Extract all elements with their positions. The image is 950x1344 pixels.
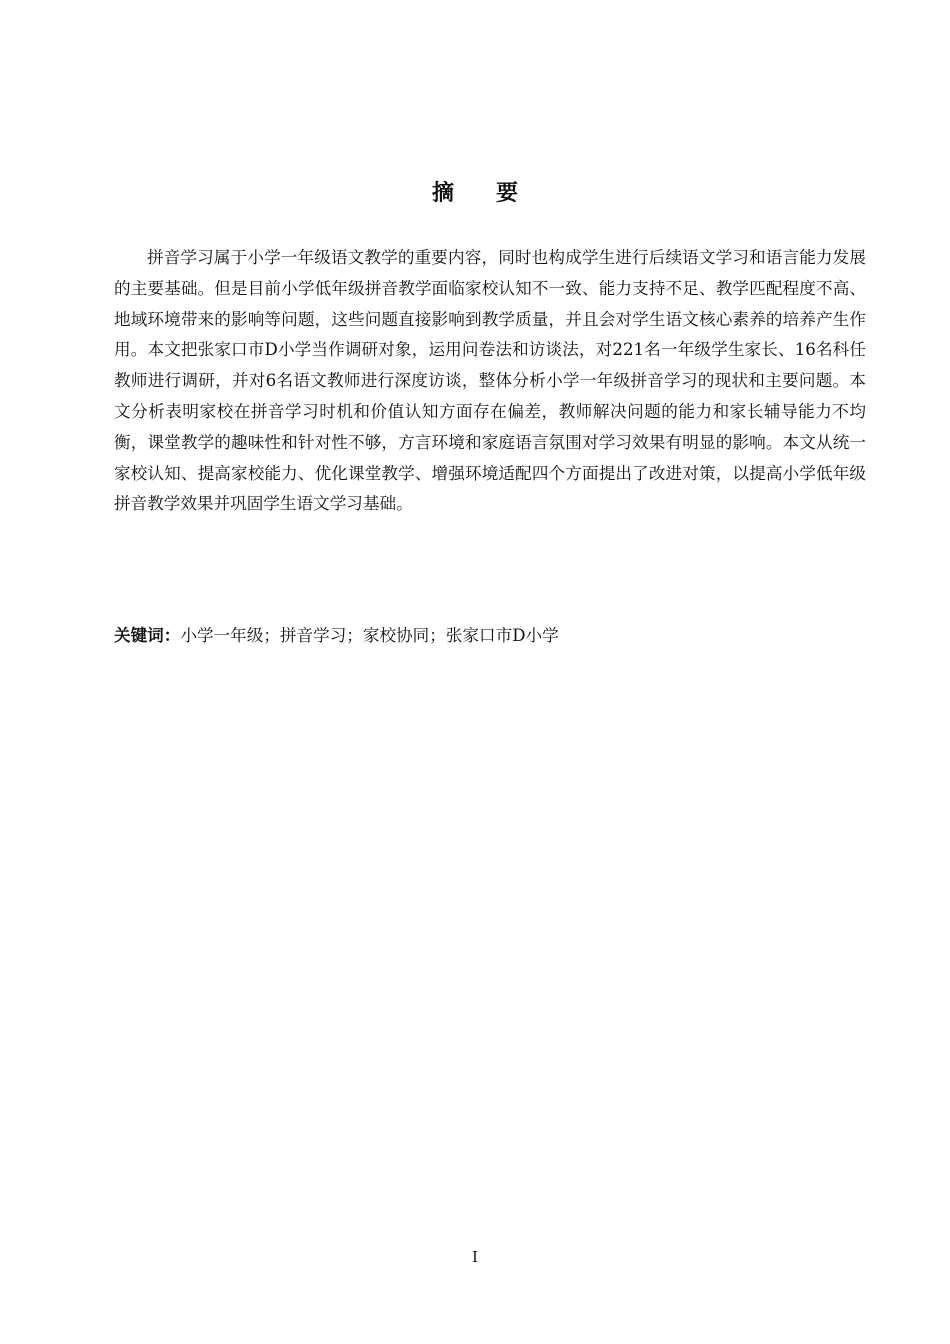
keywords-label: 关键词： — [114, 626, 181, 645]
abstract-title-char-2: 要 — [496, 181, 519, 206]
abstract-title-char-1: 摘 — [431, 181, 454, 206]
keywords-line — [114, 621, 866, 651]
keywords-text: 小学一年级；拼音学习；家校协同；张家口市D小学 — [180, 626, 559, 645]
abstract-body: 拼音学习属于小学一年级语文教学的重要内容，同时也构成学生进行后续语文学习和语言能力发展的主要基础。但是目前小学低年级拼音教学面临家校认知不一致、能力支持不足、教学匹配程度不高、地域环境带来的影响等问题，这些问题直接影响到教学质量，并且会对学生语文核心素养的培养产生作用。本文把张家口市D小学当作调研对象，运用问卷法和访谈法，对221名一年级学生家长、16名科任教师进行调研，并对6名语文教师进行深度访谈，整体分析小学一年级拼音学习的现状和主要问题。本文分析表明家校在拼音学习时机和价值认知方面存在偏差，教师解决问题的能力和家长辅导能力不均衡，课堂教学的趣味性和针对性不够，方言环境和家庭语言氛围对学习效果有明显的影响。本文从统一家校认知、提高家校能力、优化课堂教学、增强环境适配四个方面提出了改进对策，以提高小学低年级拼音教学效果并巩固学生语文学习基础。 — [114, 248, 866, 514]
abstract-title — [0, 178, 950, 210]
page-number: I — [472, 1248, 478, 1266]
